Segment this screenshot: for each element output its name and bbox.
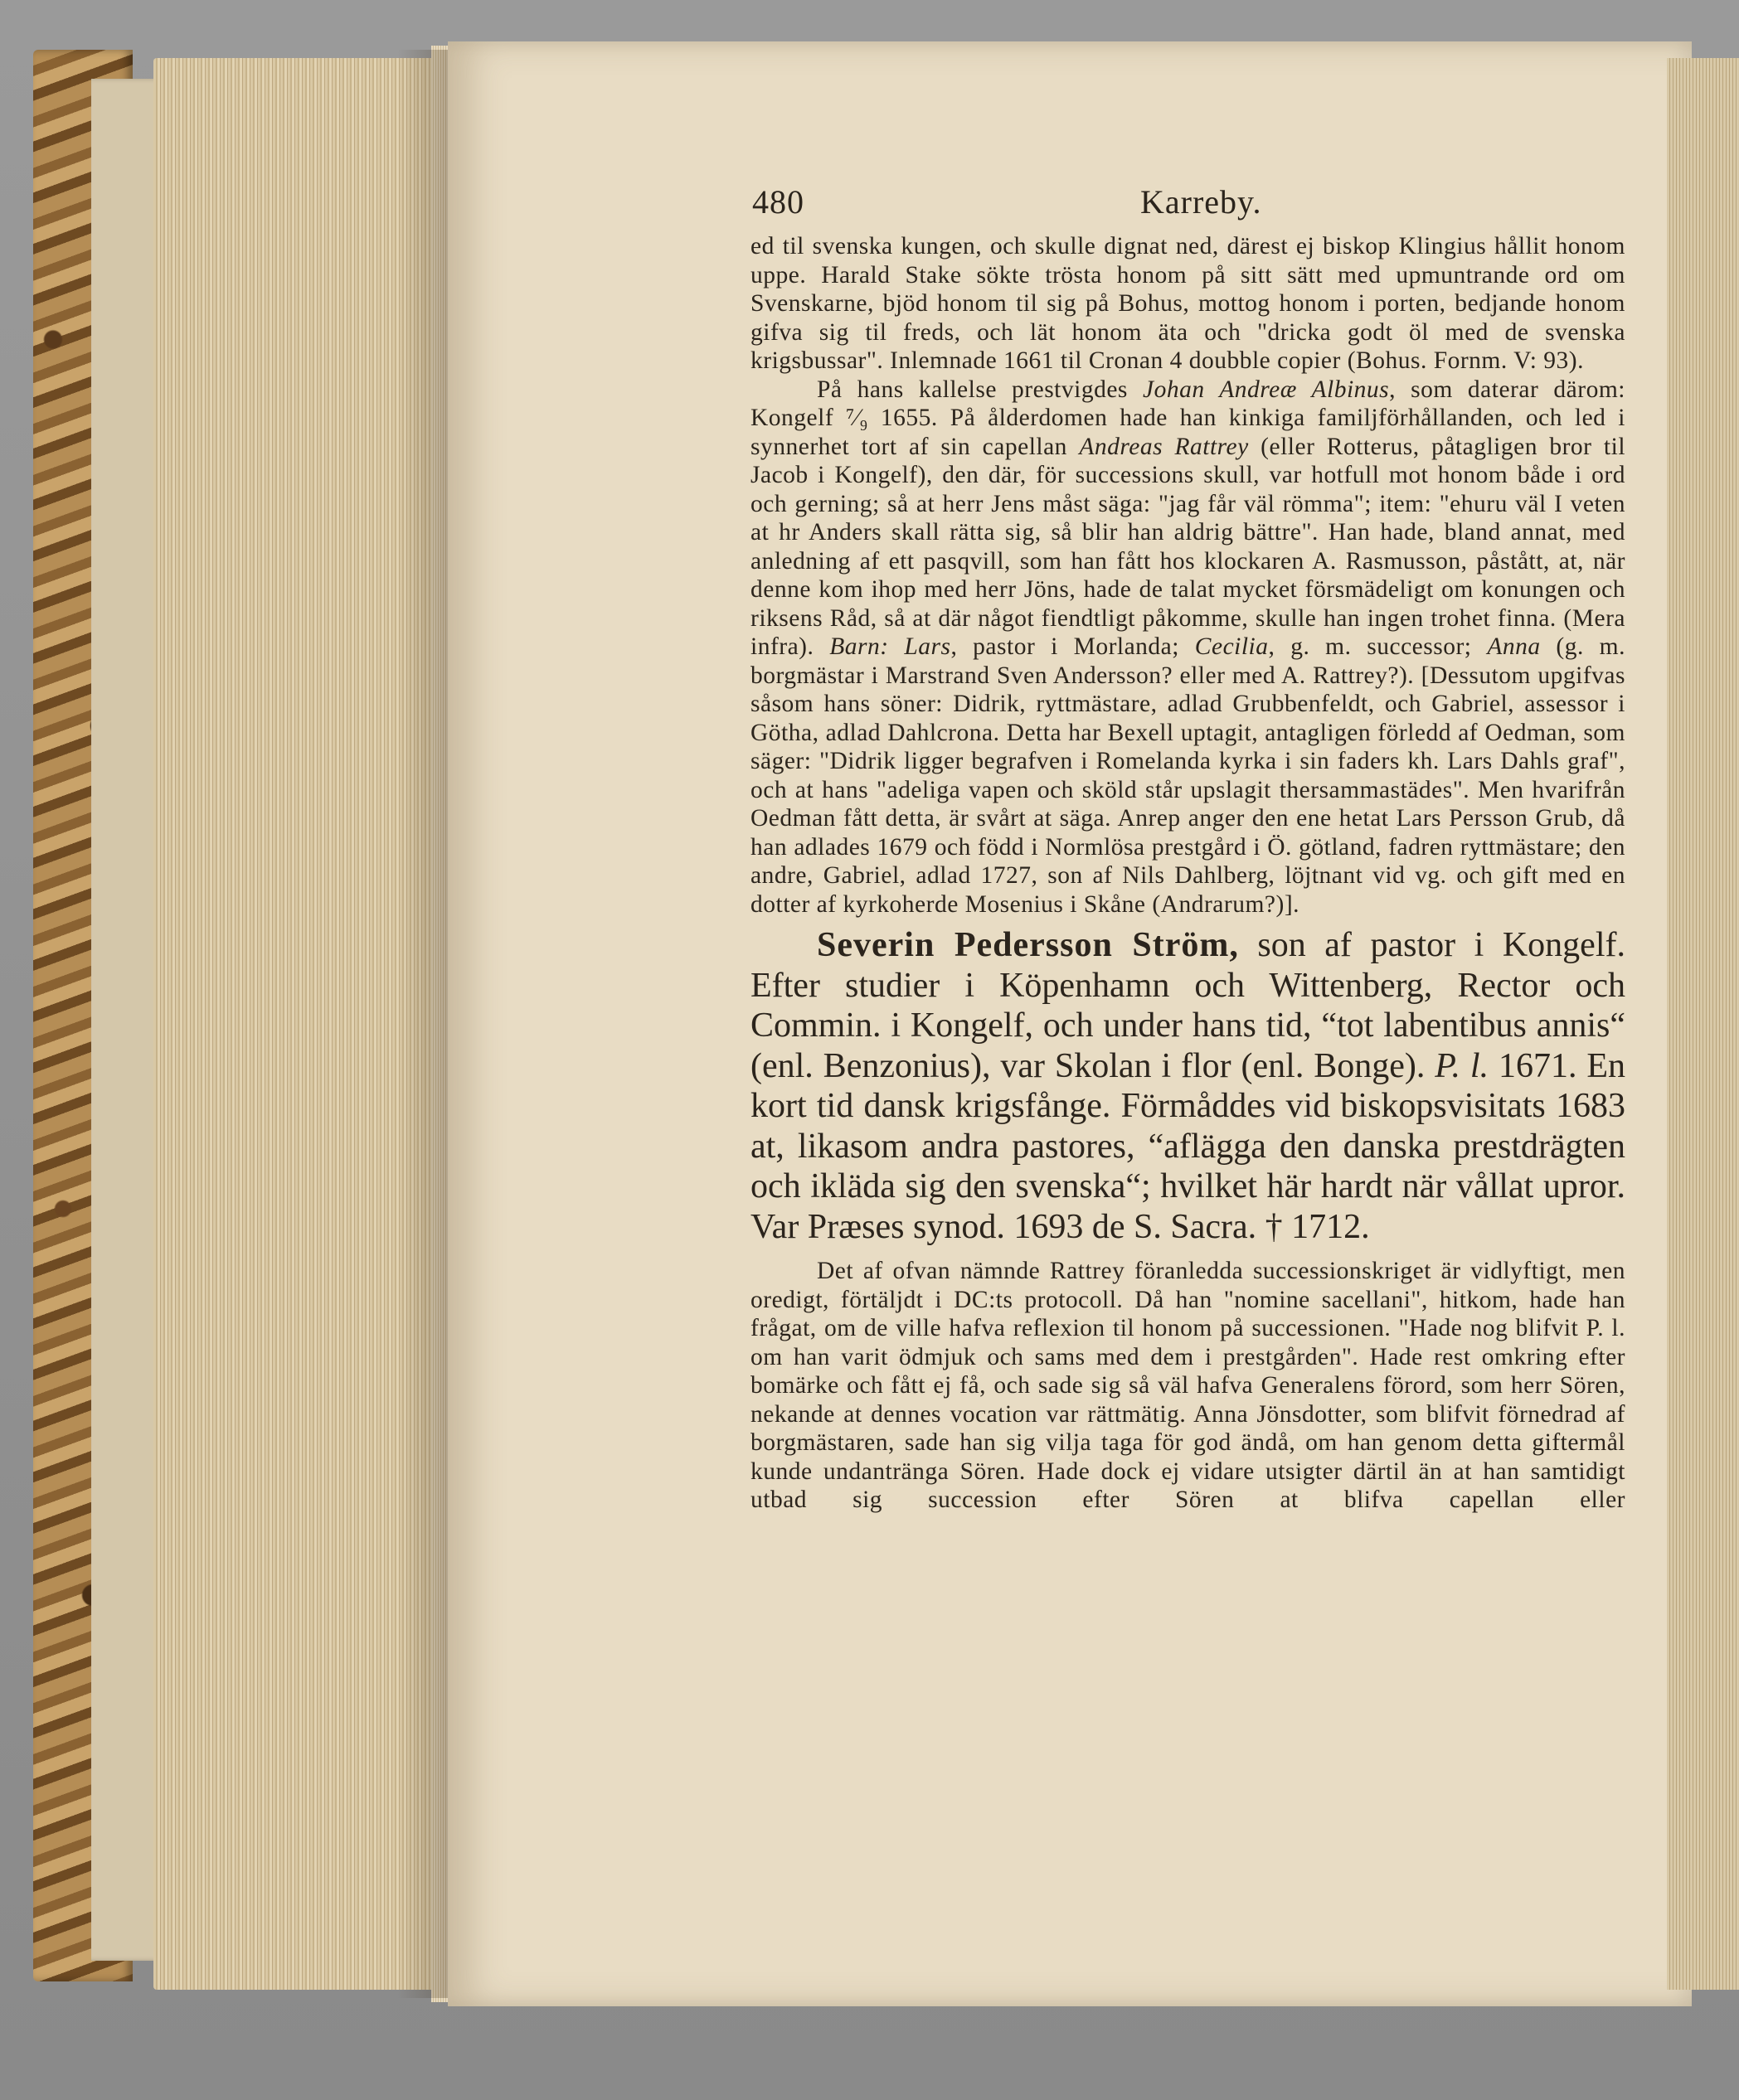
- paragraph: Det af ofvan nämnde Rattrey föranledda successionskriget är vidlyftigt, men oredigt, förtäljdt i DC:ts protocoll. Då han "nomine sacellani", hitkom, hade han frågat, om de ville hafva reflexion til honom på successionen. "Hade nog blifvit P. l. om han varit ödmjuk och sams med dem i prestgården". Hade rest omkring efter bomärke och fått ej få, och sade sig så väl hafva Generalens förord, som herr Sören, nekande at dennes vocation var rättmätig. Anna Jönsdotter, som blifvit förnedrad af borgmästaren, sade han sig vilja taga för god ändå, om han genom detta giftermål kunde undantränga Sören. Hade dock ej vidare utsigter därtil än at han samtidigt utbad sig succession efter Sören at blifva capellan eller: [750, 1258, 1625, 1513]
- paragraph-block-2: [750, 1257, 1625, 1515]
- paragraph: ed til svenska kungen, och skulle dignat ned, därest ej biskop Klingius hållit honom uppe. Harald Stake sökte trösta honom på sitt sätt med upmuntrande ord om Svenskarne, bjöd honom til sig på Bohus, mottog honom i porten, bedjande honom gifva sig til freds, och lät honom äta och "dricka godt öl med de svenska krigsbussar". Inlemnade 1661 til Cronan 4 doubble copier (Bohus. Fornm. V: 93).: [750, 233, 1625, 374]
- entry-name: Severin Pedersson Ström,: [817, 926, 1239, 964]
- paragraph: På hans kallelse prestvigdes Johan Andreæ Albinus, som daterar därom: Kongelf ⁷⁄₉ 1655. På ålderdomen hade han kinkiga familjförhållanden, och led i synnerhet tort af sin capellan Andreas Rattrey (eller Rotterus, påtagligen bror til Jacob i Kongelf), den där, för successions skull, var hotfull mot honom både i ord och gerning; så at herr Jens måst säga: "jag får väl römma"; item: "ehuru väl I veten at hr Anders skall rätta sig, så blir han aldrig bättre". Han hade, bland annat, med anledning af ett pasqvill, som han fått hos klockaren A. Rasmusson, påstått, at, när denne kom ihop med herr Jöns, hade de talat mycket försmädeligt om konungen och riksens Råd, så at där något fiendtligt påkomme, skulle han ingen trohet finna. (Mera infra). Barn: Lars, pastor i Morlanda; Cecilia, g. m. successor; Anna (g. m. borgmästar i Marstrand Sven Andersson? eller med A. Rattrey?). [Dessutom upgifvas såsom hans söner: Didrik, ryttmästare, adlad Grubbenfeldt, och Gabriel, assessor i Götha, adlad Dahlcrona. Detta har Bexell uptagit, antagligen förledd af Oedman, som säger: "Didrik ligger begrafven i Romelanda kyrka i sin faders kh. Lars Dahls graf", och at hans "adeliga vapen och sköld står upslagit thersammastädes". Men hvarifrån Oedman fått detta, är svårt at säga. Anrep anger den ene hetat Lars Persson Grub, då han adlades 1679 och född i Normlösa prestgård i Ö. götland, fadren ryttmästare; den andre, Gabriel, adlad 1727, son af Nils Dahlberg, löjtnant vid vg. och gift med en dotter af kyrkoherde Mosenius i Skåne (Andrarum?)].: [750, 376, 1626, 918]
- page-number: 480: [752, 183, 804, 221]
- person-name: Anna: [1487, 633, 1541, 660]
- running-head: [750, 182, 1625, 232]
- person-name: Lars: [904, 633, 951, 660]
- left-page-stack: [153, 58, 435, 1990]
- page-text: [750, 182, 1625, 1515]
- children-label: Barn:: [829, 633, 889, 660]
- abbreviation: P. l.: [1435, 1046, 1489, 1085]
- person-name: Andreas Rattrey: [1079, 433, 1249, 460]
- biography-entry: [750, 925, 1625, 1247]
- paragraph: Severin Pedersson Ström, son af pastor i Kongelf. Efter studier i Köpenhamn och Wittenberg, Rector och Commin. i Kongelf, och under hans tid, “tot labentibus annis“ (enl. Benzonius), var Skolan i flor (enl. Bonge). P. l. 1671. En kort tid dansk krigsfånge. Förmåddes vid biskopsvisitats 1683 at, likasom andra pastores, “aflägga den danska prestdrägten och ikläda sig den svenska“; hvilket här hardt när vållat upror. Var Præses synod. 1693 de S. Sacra. † 1712.: [750, 926, 1626, 1246]
- person-name: Cecilia: [1194, 633, 1269, 660]
- paragraph-block-1: [750, 232, 1625, 919]
- right-page-edge: [1667, 58, 1739, 1990]
- running-title: Karreby.: [1140, 183, 1262, 221]
- person-name: Johan Andreæ Albinus: [1143, 376, 1390, 403]
